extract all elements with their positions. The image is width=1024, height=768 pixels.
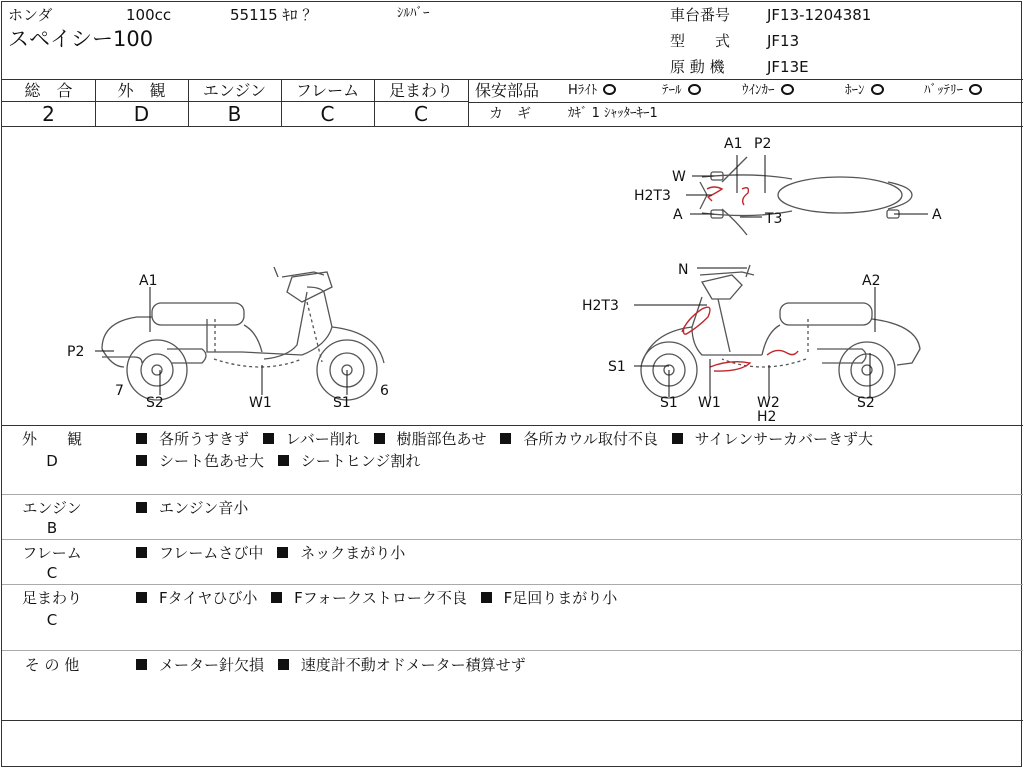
grade-label-overall: 総 合 — [24, 81, 73, 100]
divider — [2, 494, 1023, 495]
note-body — [136, 654, 526, 676]
divider — [2, 425, 1023, 426]
label-p2: P2 — [67, 344, 85, 360]
bullet-square-icon — [271, 592, 282, 603]
leader-lines — [95, 155, 928, 397]
ok-mark-icon — [871, 84, 884, 95]
note-line: フレームさび中 ネックまがり小 — [136, 542, 405, 564]
grade-label-frame: フレーム — [295, 81, 360, 100]
note-body — [136, 428, 873, 472]
grade-exterior: D — [133, 102, 150, 126]
note-label: エンジン — [22, 499, 82, 517]
bullet-square-icon — [136, 455, 147, 466]
type: JF13 — [767, 32, 800, 50]
frame-no: JF13-1204381 — [767, 6, 872, 24]
inspection-sheet — [1, 1, 1022, 767]
grade-label-exterior: 外 観 — [117, 81, 166, 100]
divider — [2, 79, 1023, 80]
label-s2: S2 — [857, 395, 875, 411]
bullet-square-icon — [277, 547, 288, 558]
label-w-top: W — [672, 169, 686, 185]
key-value: ｶｷﾞ 1 ｼｬｯﾀｰｷｰ1 — [568, 106, 658, 121]
label-s1: S1 — [608, 359, 626, 375]
label-n: N — [678, 262, 689, 278]
bullet-square-icon — [278, 659, 289, 670]
bullet-square-icon — [672, 433, 683, 444]
grade-label-engine: エンジン — [202, 81, 267, 100]
divider — [2, 584, 1023, 585]
ok-mark-icon — [603, 84, 616, 95]
safety-item-winker: ｳｲﾝｶｰ — [742, 84, 794, 97]
label-s2: S2 — [146, 395, 164, 411]
grade-frame: C — [320, 102, 335, 126]
grade-engine: B — [227, 102, 242, 126]
label-h2t3-top: H2T3 — [634, 188, 671, 204]
label-6: 6 — [380, 383, 389, 399]
engine-label: 原 動 機 — [670, 58, 725, 76]
scooter-top-view — [700, 157, 912, 235]
label-h2t3: H2T3 — [582, 298, 619, 314]
bullet-square-icon — [500, 433, 511, 444]
safety-item-headlight: Hﾗｲﾄ — [568, 84, 616, 97]
note-grade: C — [46, 611, 58, 629]
divider — [2, 539, 1023, 540]
bullet-square-icon — [136, 433, 147, 444]
grade-suspension: C — [414, 102, 428, 126]
label-a-top-left: A — [673, 207, 683, 223]
label-a1-top: A1 — [724, 136, 743, 152]
note-line: 各所うすきず レバー削れ 樹脂部色あせ 各所カウル取付不良 サイレンサーカバーきず大 — [136, 428, 873, 450]
label-h2: H2 — [757, 409, 777, 425]
label-w2: W2 — [757, 395, 780, 411]
note-line: シート色あせ大 シートヒンジ割れ — [136, 450, 873, 472]
label-a1: A1 — [139, 273, 158, 289]
type-label: 型 式 — [670, 32, 731, 50]
safety-item-tail: ﾃｰﾙ — [662, 84, 701, 97]
bullet-square-icon — [278, 455, 289, 466]
engine: JF13E — [767, 58, 809, 76]
label-w1: W1 — [698, 395, 721, 411]
grade-overall: 2 — [42, 102, 55, 126]
bullet-square-icon — [136, 547, 147, 558]
bullet-square-icon — [136, 592, 147, 603]
safety-item-battery: ﾊﾞｯﾃﾘｰ — [924, 84, 982, 97]
ok-mark-icon — [969, 84, 982, 95]
divider — [2, 650, 1023, 651]
label-a2: A2 — [862, 273, 881, 289]
color: ｼﾙﾊﾞｰ — [397, 6, 430, 21]
bullet-square-icon — [481, 592, 492, 603]
note-label: フレーム — [22, 544, 82, 562]
safety-item-horn: ﾎｰﾝ — [845, 84, 884, 97]
label-s1-bottom: S1 — [660, 395, 678, 411]
label-w1: W1 — [249, 395, 272, 411]
grade-label-suspension: 足まわり — [388, 81, 453, 100]
label-7: 7 — [115, 383, 124, 399]
divider — [468, 79, 469, 126]
label-p2-top: P2 — [754, 136, 772, 152]
bullet-square-icon — [136, 502, 147, 513]
mileage: 55115 ｷﾛ ？ — [230, 6, 318, 24]
ok-mark-icon — [688, 84, 701, 95]
bullet-square-icon — [263, 433, 274, 444]
label-t3-top: T3 — [765, 211, 783, 227]
model-name: スペイシー100 — [8, 27, 154, 51]
note-label: そ の 他 — [24, 656, 80, 674]
label-s1: S1 — [333, 395, 351, 411]
bullet-square-icon — [374, 433, 385, 444]
maker: ホンダ — [8, 6, 53, 24]
note-body — [136, 587, 617, 609]
displacement: 100cc — [126, 6, 172, 24]
damage-diagram — [2, 127, 1023, 425]
note-grade: B — [46, 519, 58, 537]
note-line: エンジン音小 — [136, 497, 248, 519]
frame-no-label: 車台番号 — [670, 6, 731, 24]
key-label: カ ギ — [489, 106, 531, 122]
note-grade: D — [46, 452, 58, 470]
note-body — [136, 542, 405, 564]
bullet-square-icon — [136, 659, 147, 670]
note-body — [136, 497, 248, 519]
note-label: 足まわり — [21, 589, 82, 607]
note-label: 外 観 — [21, 430, 82, 448]
note-line: メーター針欠損 速度計不動オドメーター積算せず — [136, 654, 526, 676]
ok-mark-icon — [781, 84, 794, 95]
safety-title: 保安部品 — [475, 81, 540, 100]
note-line: Fタイヤひび小 Fフォークストローク不良 F足回りまがり小 — [136, 587, 617, 609]
note-grade: C — [46, 564, 58, 582]
label-a-top-right: A — [932, 207, 942, 223]
divider — [2, 720, 1023, 721]
divider — [469, 102, 1023, 103]
